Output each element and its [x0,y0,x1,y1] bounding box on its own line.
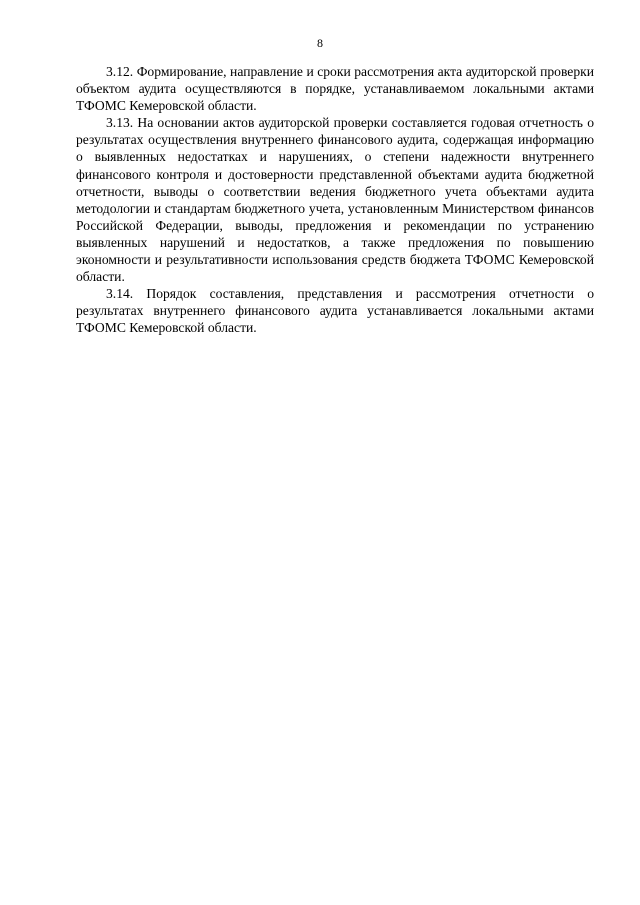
page-number: 8 [317,36,323,50]
paragraph-3-12: 3.12. Формирование, направление и сроки рассмотрения акта аудиторской проверки объектом аудита осуществляются в порядке, устанавливаемом локальными актами ТФОМС Кемеровской области. [76,64,594,114]
paragraph-3-14: 3.14. Порядок составления, представления и рассмотрения отчетности о результатах внутреннего финансового аудита устанавливается локальными актами ТФОМС Кемеровской области. [76,286,594,336]
paragraph-3-13: 3.13. На основании актов аудиторской проверки составляется годовая отчетность о результатах осуществления внутреннего финансового аудита, содержащая информацию о выявленных недостатках и нарушениях, о степени надежности внутреннего финансового контроля и достоверности представленной объектами аудита бюджетной отчетности, выводы о соответствии ведения бюджетного учета объектами аудита методологии и стандартам бюджетного учета, установленным Министерством финансов Российской Федерации, выводы, предложения и рекомендации по устранению выявленных нарушений и недостатков, а также предложения по повышению экономности и результативности использования средств бюджета ТФОМС Кемеровской области. [76,115,594,285]
document-body [76,63,594,337]
